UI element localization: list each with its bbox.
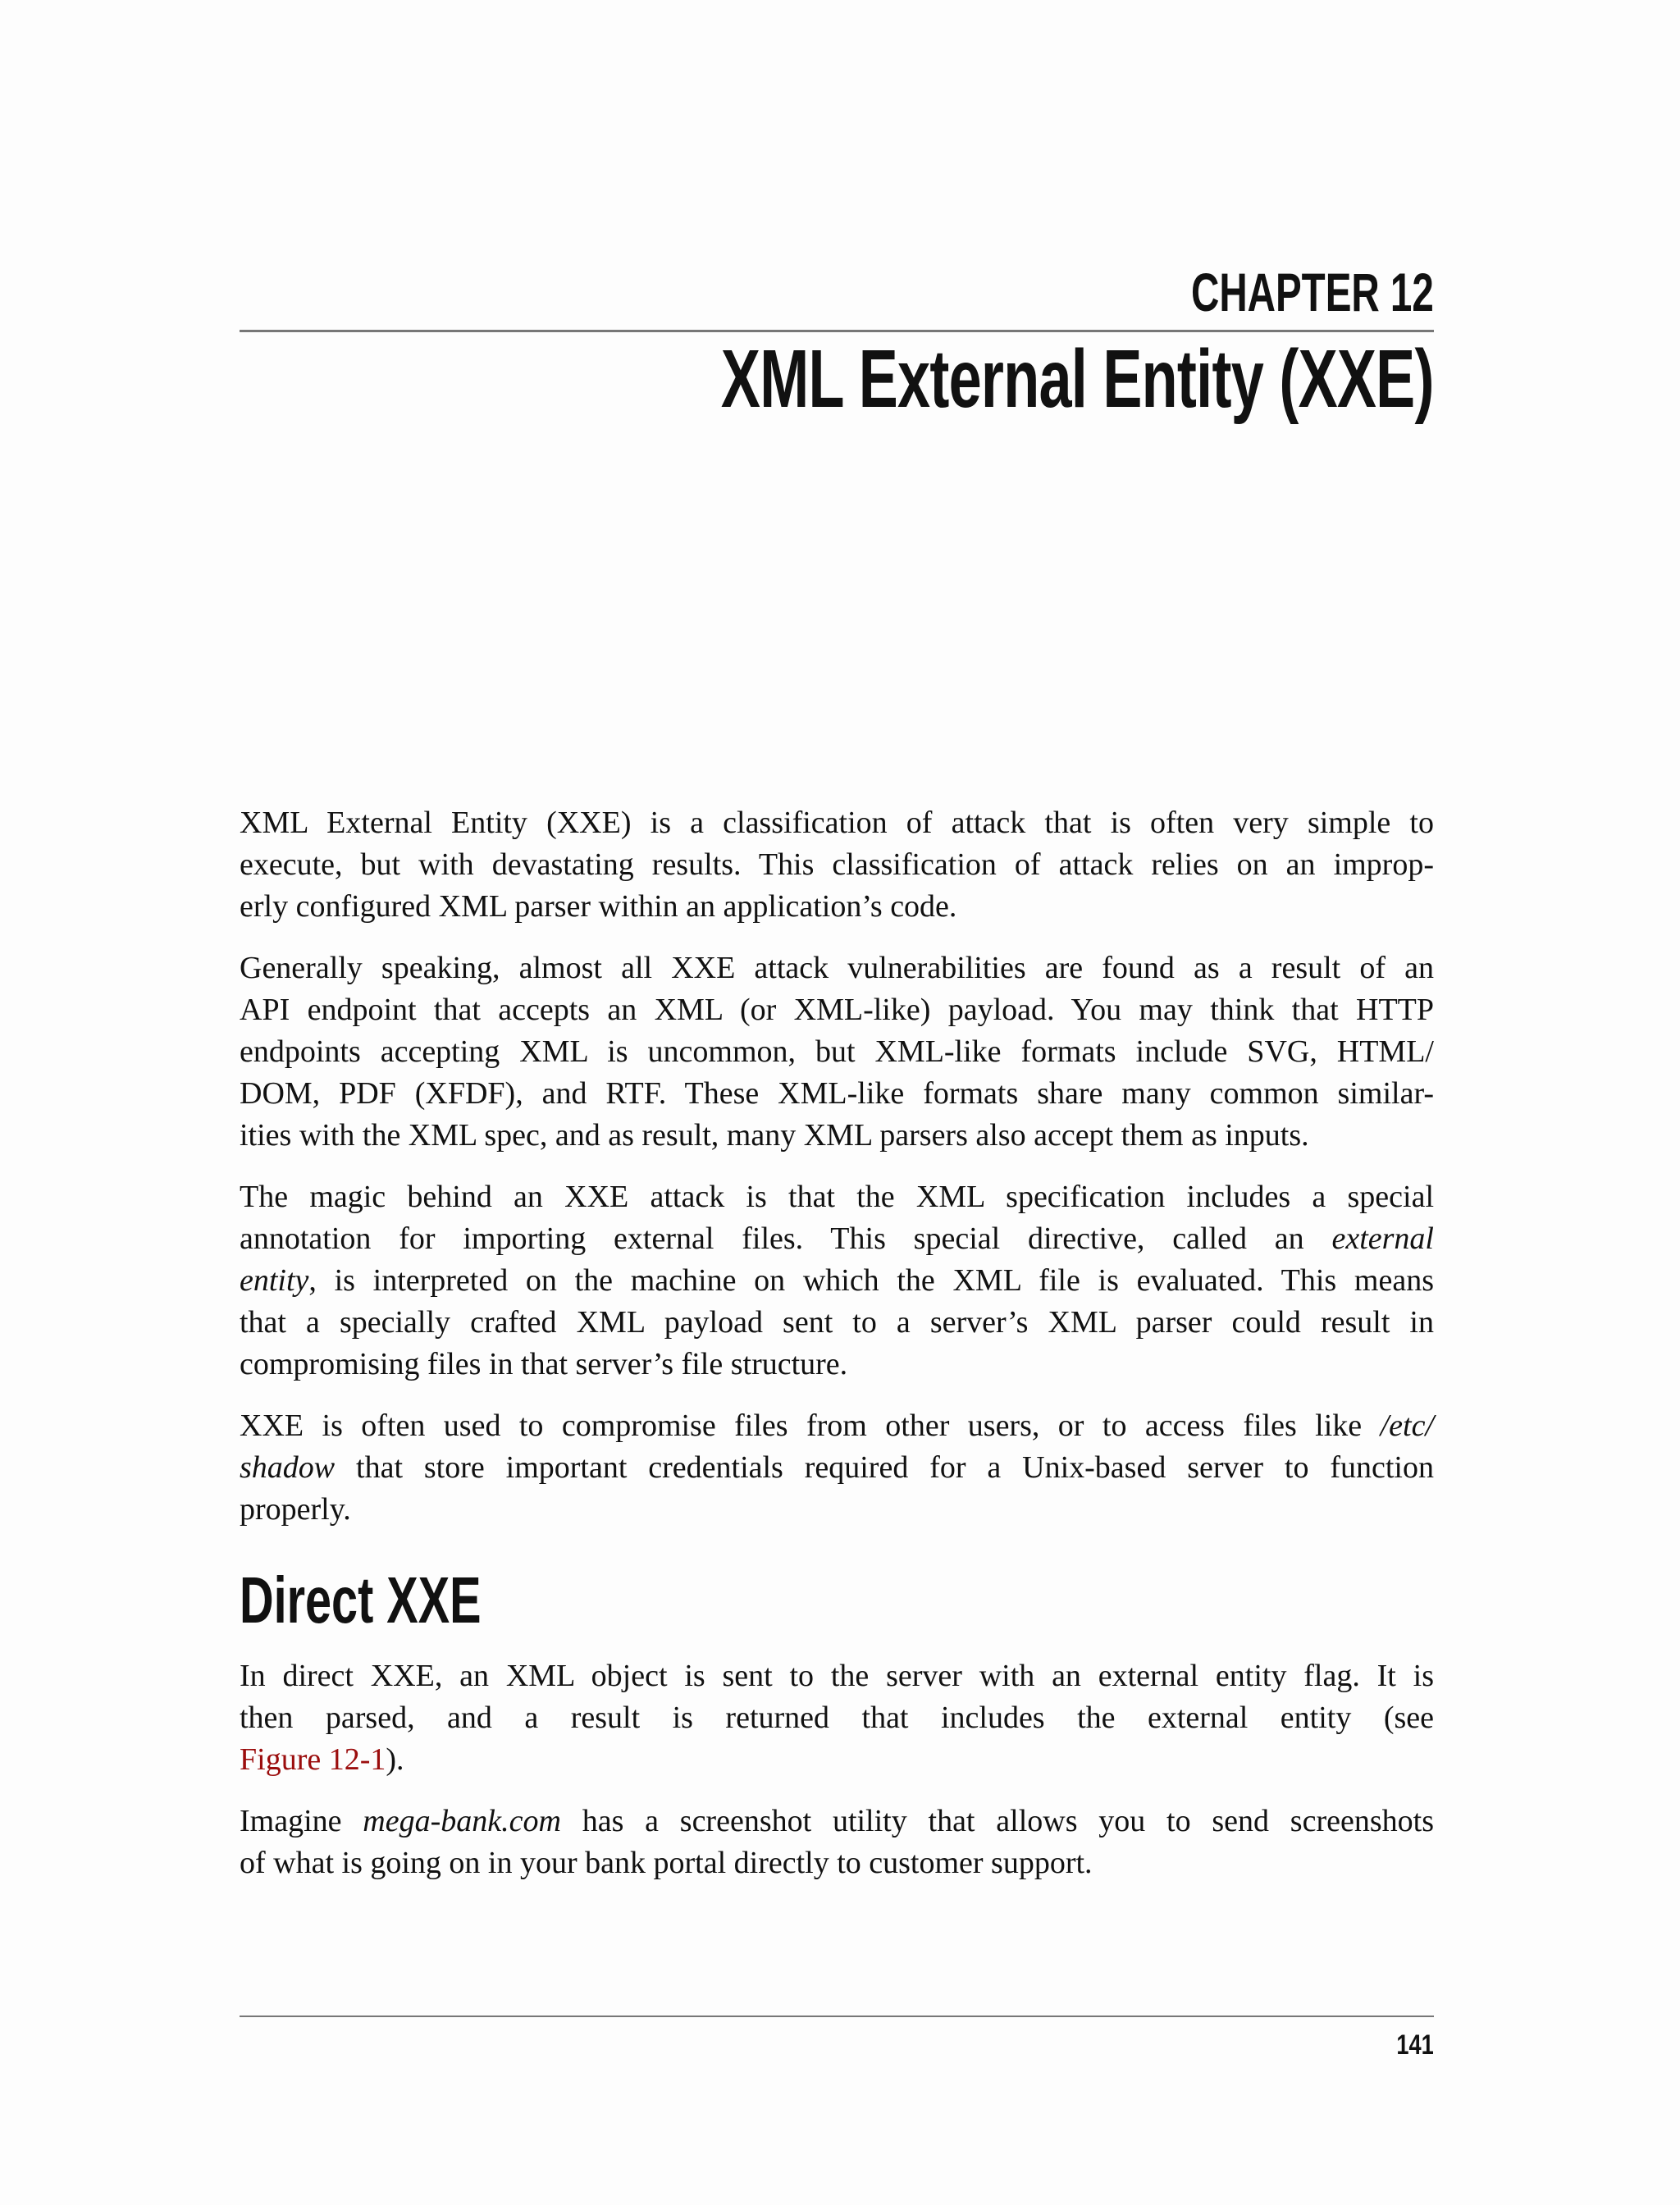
text-segment: Imagine: [240, 1804, 363, 1838]
text-line: [240, 1489, 1434, 1531]
text-line: [240, 1260, 1434, 1302]
text-line: [240, 1176, 1434, 1218]
text-line: [240, 1302, 1434, 1344]
text-segment: API endpoint that accepts an XML (or XML-like) payload. You may think that HTTP: [240, 993, 1434, 1027]
text-line: [240, 1405, 1434, 1447]
text-segment: ities with the XML spec, and as result, many XML parsers also accept them as inputs.: [240, 1118, 1309, 1153]
paragraph: [240, 1405, 1434, 1531]
intro-text: [240, 802, 1434, 1550]
italic-text: entity: [240, 1263, 309, 1298]
text-segment: has a screenshot utility that allows you to send screenshots: [560, 1804, 1434, 1838]
text-segment: execute, but with devastating results. This classification of attack relies on an improp-: [240, 847, 1434, 882]
text-line: [240, 989, 1434, 1031]
text-segment: properly.: [240, 1492, 351, 1527]
footer-rule: [240, 2016, 1434, 2017]
text-line: [240, 1344, 1434, 1386]
text-line: [240, 1842, 1434, 1884]
text-segment: XXE is often used to compromise files from other users, or to access files like: [240, 1408, 1381, 1443]
text-segment: of what is going on in your bank portal directly to customer support.: [240, 1846, 1093, 1880]
text-segment: Generally speaking, almost all XXE attack vulnerabilities are found as a result of an: [240, 951, 1434, 985]
text-segment: then parsed, and a result is returned that includes the external entity (see: [240, 1701, 1434, 1735]
page-number: 141: [1396, 2029, 1434, 2061]
text-segment: XML External Entity (XXE) is a classification of attack that is often very simple to: [240, 806, 1434, 840]
paragraph: [240, 1655, 1434, 1781]
text-line: [240, 1655, 1434, 1697]
text-segment: erly configured XML parser within an application’s code.: [240, 889, 957, 924]
text-segment: compromising files in that server’s file structure.: [240, 1347, 848, 1381]
italic-text: /etc/: [1380, 1408, 1434, 1443]
text-segment: that a specially crafted XML payload sent to a server’s XML parser could result in: [240, 1305, 1434, 1340]
text-line: [240, 1447, 1434, 1489]
chapter-title: XML External Entity (XXE): [721, 333, 1434, 425]
text-line: [240, 1739, 1434, 1781]
text-line: [240, 1218, 1434, 1260]
text-line: [240, 1115, 1434, 1157]
chapter-label: CHAPTER 12: [1191, 262, 1434, 322]
paragraph: [240, 1801, 1434, 1884]
text-line: [240, 886, 1434, 928]
text-segment: In direct XXE, an XML object is sent to the server with an external entity flag. It is: [240, 1659, 1434, 1693]
text-segment: ).: [386, 1742, 404, 1777]
italic-text: external: [1331, 1221, 1434, 1256]
text-segment: , is interpreted on the machine on which the XML file is evaluated. This means: [308, 1263, 1434, 1298]
figure-link[interactable]: Figure 12-1: [240, 1742, 386, 1777]
paragraph: [240, 802, 1434, 928]
text-segment: annotation for importing external files. This special directive, called an: [240, 1221, 1332, 1256]
text-line: [240, 802, 1434, 844]
text-segment: endpoints accepting XML is uncommon, but XML-like formats include SVG, HTML/: [240, 1034, 1434, 1069]
paragraph: [240, 947, 1434, 1157]
italic-text: shadow: [240, 1450, 336, 1485]
text-segment: that store important credentials required for a Unix-based server to function: [335, 1450, 1434, 1485]
text-line: [240, 1031, 1434, 1073]
section-heading: Direct XXE: [240, 1564, 482, 1637]
text-line: [240, 1801, 1434, 1842]
paragraph: [240, 1176, 1434, 1386]
text-line: [240, 1073, 1434, 1115]
text-segment: DOM, PDF (XFDF), and RTF. These XML-like formats share many common similar-: [240, 1076, 1434, 1111]
text-line: [240, 947, 1434, 989]
text-line: [240, 844, 1434, 886]
italic-text: mega-bank.com: [363, 1804, 561, 1838]
text-line: [240, 1697, 1434, 1739]
text-segment: The magic behind an XXE attack is that the XML specification includes a special: [240, 1180, 1434, 1214]
section-text: [240, 1655, 1434, 1904]
